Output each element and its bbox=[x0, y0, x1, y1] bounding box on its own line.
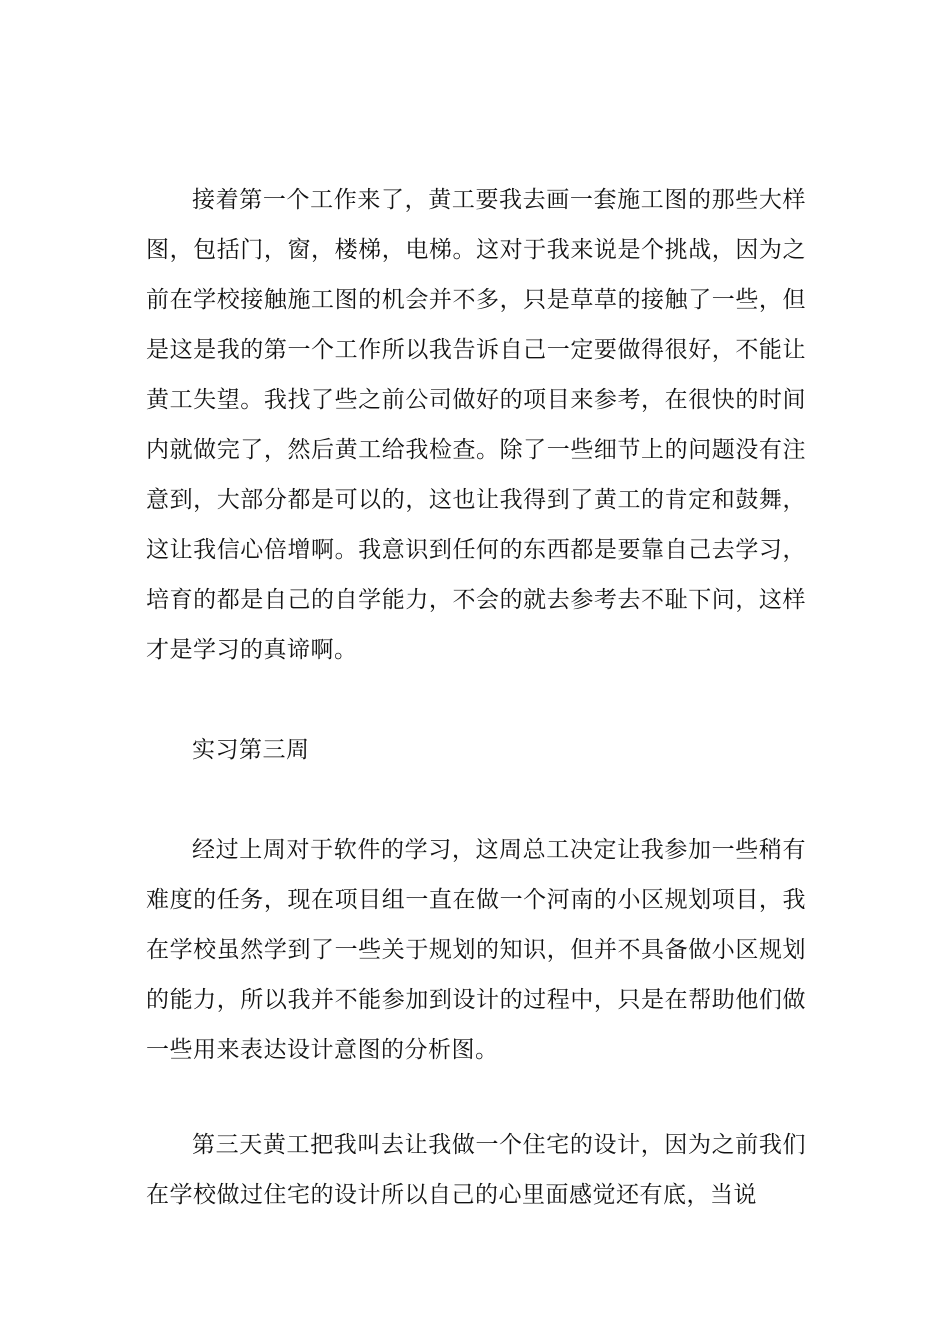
body-paragraph: 接着第一个工作来了，黄工要我去画一套施工图的那些大样图，包括门，窗，楼梯，电梯。这对于我来说是个挑战，因为之前在学校接触施工图的机会并不多，只是草草的接触了一些，但是这是我的第一个工作所以我告诉自己一定要做得很好，不能让黄工失望。我找了些之前公司做好的项目来参考，在很快的时间内就做完了，然后黄工给我检查。除了一些细节上的问题没有注意到，大部分都是可以的，这也让我得到了黄工的肯定和鼓舞，这让我信心倍增啊。我意识到任何的东西都是要靠自己去学习，培育的都是自己的自学能力，不会的就去参考去不耻下问，这样才是学习的真谛啊。 bbox=[146, 187, 806, 663]
section-heading: 实习第三周 bbox=[192, 737, 310, 763]
body-paragraph: 第三天黄工把我叫去让我做一个住宅的设计，因为之前我们在学校做过住宅的设计所以自己的心里面感觉还有底，当说 bbox=[146, 1132, 806, 1208]
body-paragraph: 经过上周对于软件的学习，这周总工决定让我参加一些稍有难度的任务，现在项目组一直在做一个河南的小区规划项目，我在学校虽然学到了一些关于规划的知识，但并不具备做小区规划的能力，所以我并不能参加到设计的过程中，只是在帮助他们做一些用来表达设计意图的分析图。 bbox=[146, 837, 806, 1063]
